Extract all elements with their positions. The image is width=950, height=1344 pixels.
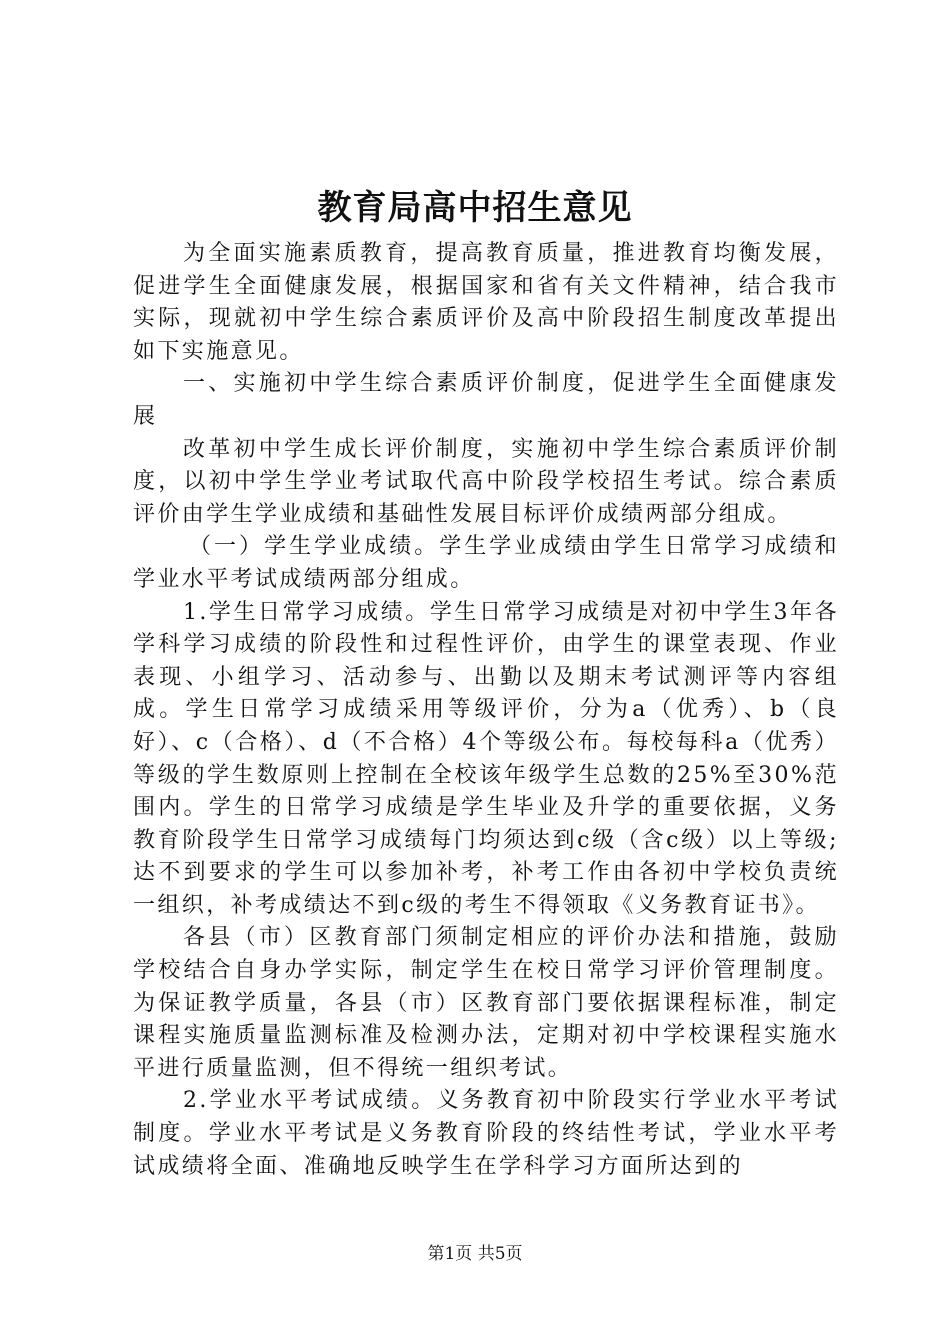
paragraph-daily-grades: 1.学生日常学习成绩。学生日常学习成绩是对初中学生3年各学科学习成绩的阶段性和过程性评价，由学生的课堂表现、作业表现、小组学习、活动参与、出勤以及期末考试测评等内容组成。学生日常学习成绩采用等级评价，分为a（优秀）、b（良好）、c（合格）、d（不合格）4个等级公布。每校每科a（优秀）等级的学生数原则上控制在全校该年级学生总数的25%至30%范围内。学生的日常学习成绩是学生毕业及升学的重要依据，义务教育阶段学生日常学习成绩每门均须达到c级（含c级）以上等级;达不到要求的学生可以参加补考，补考工作由各初中学校负责统一组织，补考成绩达不到c级的考生不得领取《义务教育证书》。 bbox=[133, 599, 839, 918]
paragraph-section-heading-1: 一、实施初中学生综合素质评价制度，促进学生全面健康发展 bbox=[133, 371, 839, 429]
paragraph-reform: 改革初中学生成长评价制度，实施初中学生综合素质评价制度，以初中学生学业考试取代高中阶段学校招生考试。综合素质评价由学生学业成绩和基础性发展目标评价成绩两部分组成。 bbox=[133, 436, 839, 527]
document-title: 教育局高中招生意见 bbox=[317, 188, 633, 228]
page-number-footer: 第1页 共5页 bbox=[427, 1244, 523, 1264]
paragraph-county-measures: 各县（市）区教育部门须制定相应的评价办法和措施，鼓励学校结合自身办学实际，制定学生在校日常学习评价管理制度。为保证教学质量，各县（市）区教育部门要依据课程标准，制定课程实施质量监测标准及检测办法，定期对初中学校课程实施水平进行质量监测，但不得统一组织考试。 bbox=[133, 925, 839, 1081]
document-body bbox=[133, 238, 839, 1183]
paragraph-intro: 为全面实施素质教育，提高教育质量，推进教育均衡发展，促进学生全面健康发展，根据国家和省有关文件精神，结合我市实际，现就初中学生综合素质评价及高中阶段招生制度改革提出如下实施意见。 bbox=[133, 241, 839, 364]
paragraph-proficiency-exam: 2.学业水平考试成绩。义务教育初中阶段实行学业水平考试制度。学业水平考试是义务教育阶段的终结性考试，学业水平考试成绩将全面、准确地反映学生在学科学习方面所达到的 bbox=[133, 1088, 839, 1179]
paragraph-subsection-1: （一）学生学业成绩。学生学业成绩由学生日常学习成绩和学业水平考试成绩两部分组成。 bbox=[133, 534, 839, 592]
